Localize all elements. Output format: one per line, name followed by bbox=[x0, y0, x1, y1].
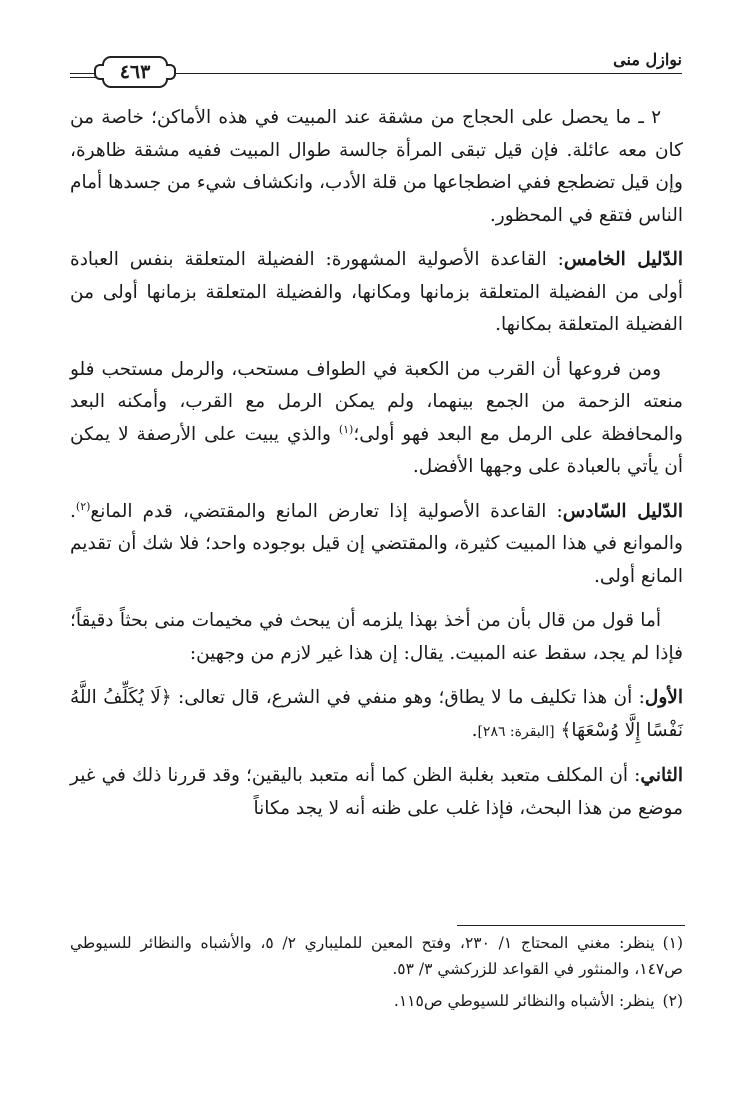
paragraph-3-text: ومن فروعها أن القرب من الكعبة في الطواف مستحب، والرمل مستحب فلو منعته الزحمة من الجمع بينهما، ولم يمكن الرمل مع القرب، وأمكنه البعد والمحافظة على الرمل مع البعد فهو أولى؛ bbox=[70, 358, 683, 445]
paragraph-7-lead: الثاني bbox=[640, 765, 683, 786]
paragraph-3-text-after: والذي يبيت على الأرصفة لا يمكن أن يأتي بالعبادة على وجهها الأفضل. bbox=[70, 423, 683, 477]
footnote-2-text: ينظر: الأشباه والنظائر للسيوطي ص١١٥. bbox=[393, 992, 655, 1010]
paragraph-6 bbox=[70, 682, 683, 748]
paragraph-1 bbox=[70, 102, 683, 232]
footnote-2 bbox=[70, 988, 683, 1014]
footnote-marker-1[interactable]: (١) bbox=[338, 422, 354, 436]
paragraph-6-lead: الأول bbox=[644, 687, 683, 708]
paragraph-4-text: : القاعدة الأصولية إذا تعارض المانع والمقتضي، قدم المانع bbox=[90, 500, 563, 522]
page-number: ٤٦٣ bbox=[102, 56, 168, 88]
body-text bbox=[70, 102, 683, 837]
page-header bbox=[70, 40, 682, 90]
footnote-2-number: (٢) bbox=[662, 992, 683, 1010]
paragraph-5-text: أما قول من قال بأن من أخذ بهذا يلزمه أن يبحث في مخيمات منى بحثاً دقيقاً؛ فإذا لم يجد، سقط عنه المبيت. يقال: إن هذا غير لازم من وجهين: bbox=[70, 610, 683, 664]
paragraph-6-text: : أن هذا تكليف ما لا يطاق؛ وهو منفي في الشرع، قال تعالى: bbox=[178, 687, 645, 708]
paragraph-3 bbox=[70, 354, 683, 484]
footnote-1-number: (١) bbox=[662, 934, 684, 952]
running-title: نوازل منى bbox=[613, 50, 682, 69]
paragraph-4 bbox=[70, 496, 683, 594]
footnote-1-text: ينظر: مغني المحتاج ١/ ٢٣٠، وفتح المعين للمليباري ٢/ ٥، والأشباه والنظائر للسيوطي ص١٤٧، والمنثور في القواعد للزركشي ٣/ ٥٣. bbox=[70, 934, 683, 978]
paragraph-4-lead: الدّليل السّادس bbox=[562, 500, 683, 522]
paragraph-5 bbox=[70, 605, 683, 670]
footnotes bbox=[70, 930, 683, 1020]
paragraph-2-lead: الدّليل الخامس bbox=[563, 249, 683, 270]
paragraph-1-text: ٢ ـ ما يحصل على الحجاج من مشقة عند المبيت في هذه الأماكن؛ خاصة من كان معه عائلة. فإن قيل تبقى المرأة جالسة طوال المبيت ففيه مشقة ظاهرة، وإن قيل تضطجع ففي اضطجاعها من قلة الأدب، وانكشاف شيء من جسدها أمام الناس فتقع في المحظور. bbox=[70, 107, 683, 226]
paragraph-7-text: : أن المكلف متعبد بغلبة الظن كما أنه متعبد باليقين؛ وقد قررنا ذلك في غير موضع من هذا البحث، فإذا غلب على ظنه أنه لا يجد مكاناً bbox=[70, 765, 683, 819]
paragraph-6-text-after: . bbox=[471, 719, 478, 741]
paragraph-2-text: : القاعدة الأصولية المشهورة: الفضيلة المتعلقة بنفس العبادة أولى من الفضيلة المتعلقة بزمانها ومكانها، والفضيلة المتعلقة بزمانها أولى من الفضيلة المتعلقة بمكانها. bbox=[70, 249, 683, 335]
paragraph-7 bbox=[70, 760, 683, 825]
quran-verse: ﴿لَا يُكَلِّفُ اللَّهُ نَفْسًا إِلَّا وُسْعَهَا﴾ bbox=[70, 687, 683, 741]
quran-reference: [البقرة: ٢٨٦] bbox=[477, 723, 555, 740]
footnote-1 bbox=[70, 930, 683, 982]
footnote-marker-2[interactable]: (٢) bbox=[75, 499, 91, 513]
paragraph-4-text-after: . والموانع في هذا المبيت كثيرة، والمقتضي إن قيل بوجوده واحد؛ فلا شك أن تقديم المانع أولى. bbox=[70, 500, 683, 587]
paragraph-2 bbox=[70, 244, 683, 342]
footnote-separator bbox=[457, 925, 685, 926]
